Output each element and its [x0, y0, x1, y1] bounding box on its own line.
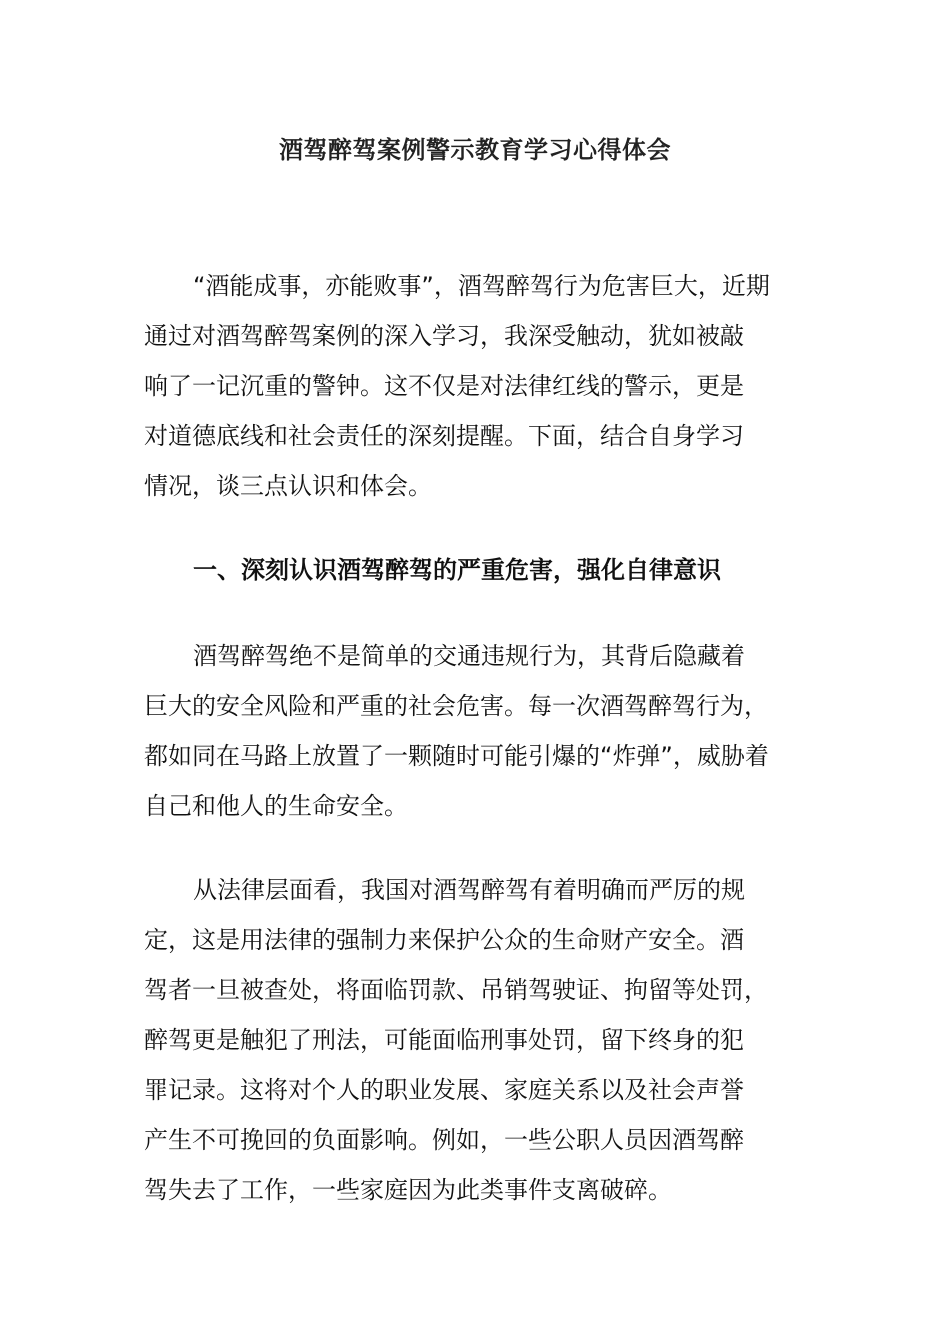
page-title: 酒驾醉驾案例警示教育学习心得体会	[279, 136, 671, 164]
paragraph-line: 响了一记沉重的警钟。这不仅是对法律红线的警示，更是	[144, 372, 744, 400]
paragraph-line: 定，这是用法律的强制力来保护公众的生命财产安全。酒	[144, 926, 744, 954]
paragraph-line: 巨大的安全风险和严重的社会危害。每一次酒驾醉驾行为，	[144, 692, 768, 720]
section-heading: 一、深刻认识酒驾醉驾的严重危害，强化自律意识	[193, 556, 721, 584]
paragraph-line: 罪记录。这将对个人的职业发展、家庭关系以及社会声誉	[144, 1076, 744, 1104]
paragraph-line: 酒驾醉驾绝不是简单的交通违规行为，其背后隐藏着	[193, 642, 745, 670]
paragraph-line: 产生不可挽回的负面影响。例如，一些公职人员因酒驾醉	[144, 1126, 744, 1154]
paragraph-line: 醉驾更是触犯了刑法，可能面临刑事处罚，留下终身的犯	[144, 1026, 744, 1054]
paragraph-line: 都如同在马路上放置了一颗随时可能引爆的“炸弹”，威胁着	[144, 742, 769, 770]
paragraph-line: 驾者一旦被查处，将面临罚款、吊销驾驶证、拘留等处罚，	[144, 976, 768, 1004]
paragraph-line: 自己和他人的生命安全。	[144, 792, 408, 820]
paragraph-line: 对道德底线和社会责任的深刻提醒。下面，结合自身学习	[144, 422, 744, 450]
paragraph-line: 从法律层面看，我国对酒驾醉驾有着明确而严厉的规	[193, 876, 745, 904]
paragraph-line: 情况，谈三点认识和体会。	[144, 472, 432, 500]
paragraph-line: “酒能成事，亦能败事”，酒驾醉驾行为危害巨大，近期	[193, 272, 770, 300]
paragraph-line: 通过对酒驾醉驾案例的深入学习，我深受触动，犹如被敲	[144, 322, 744, 350]
paragraph-line: 驾失去了工作，一些家庭因为此类事件支离破碎。	[144, 1176, 672, 1204]
